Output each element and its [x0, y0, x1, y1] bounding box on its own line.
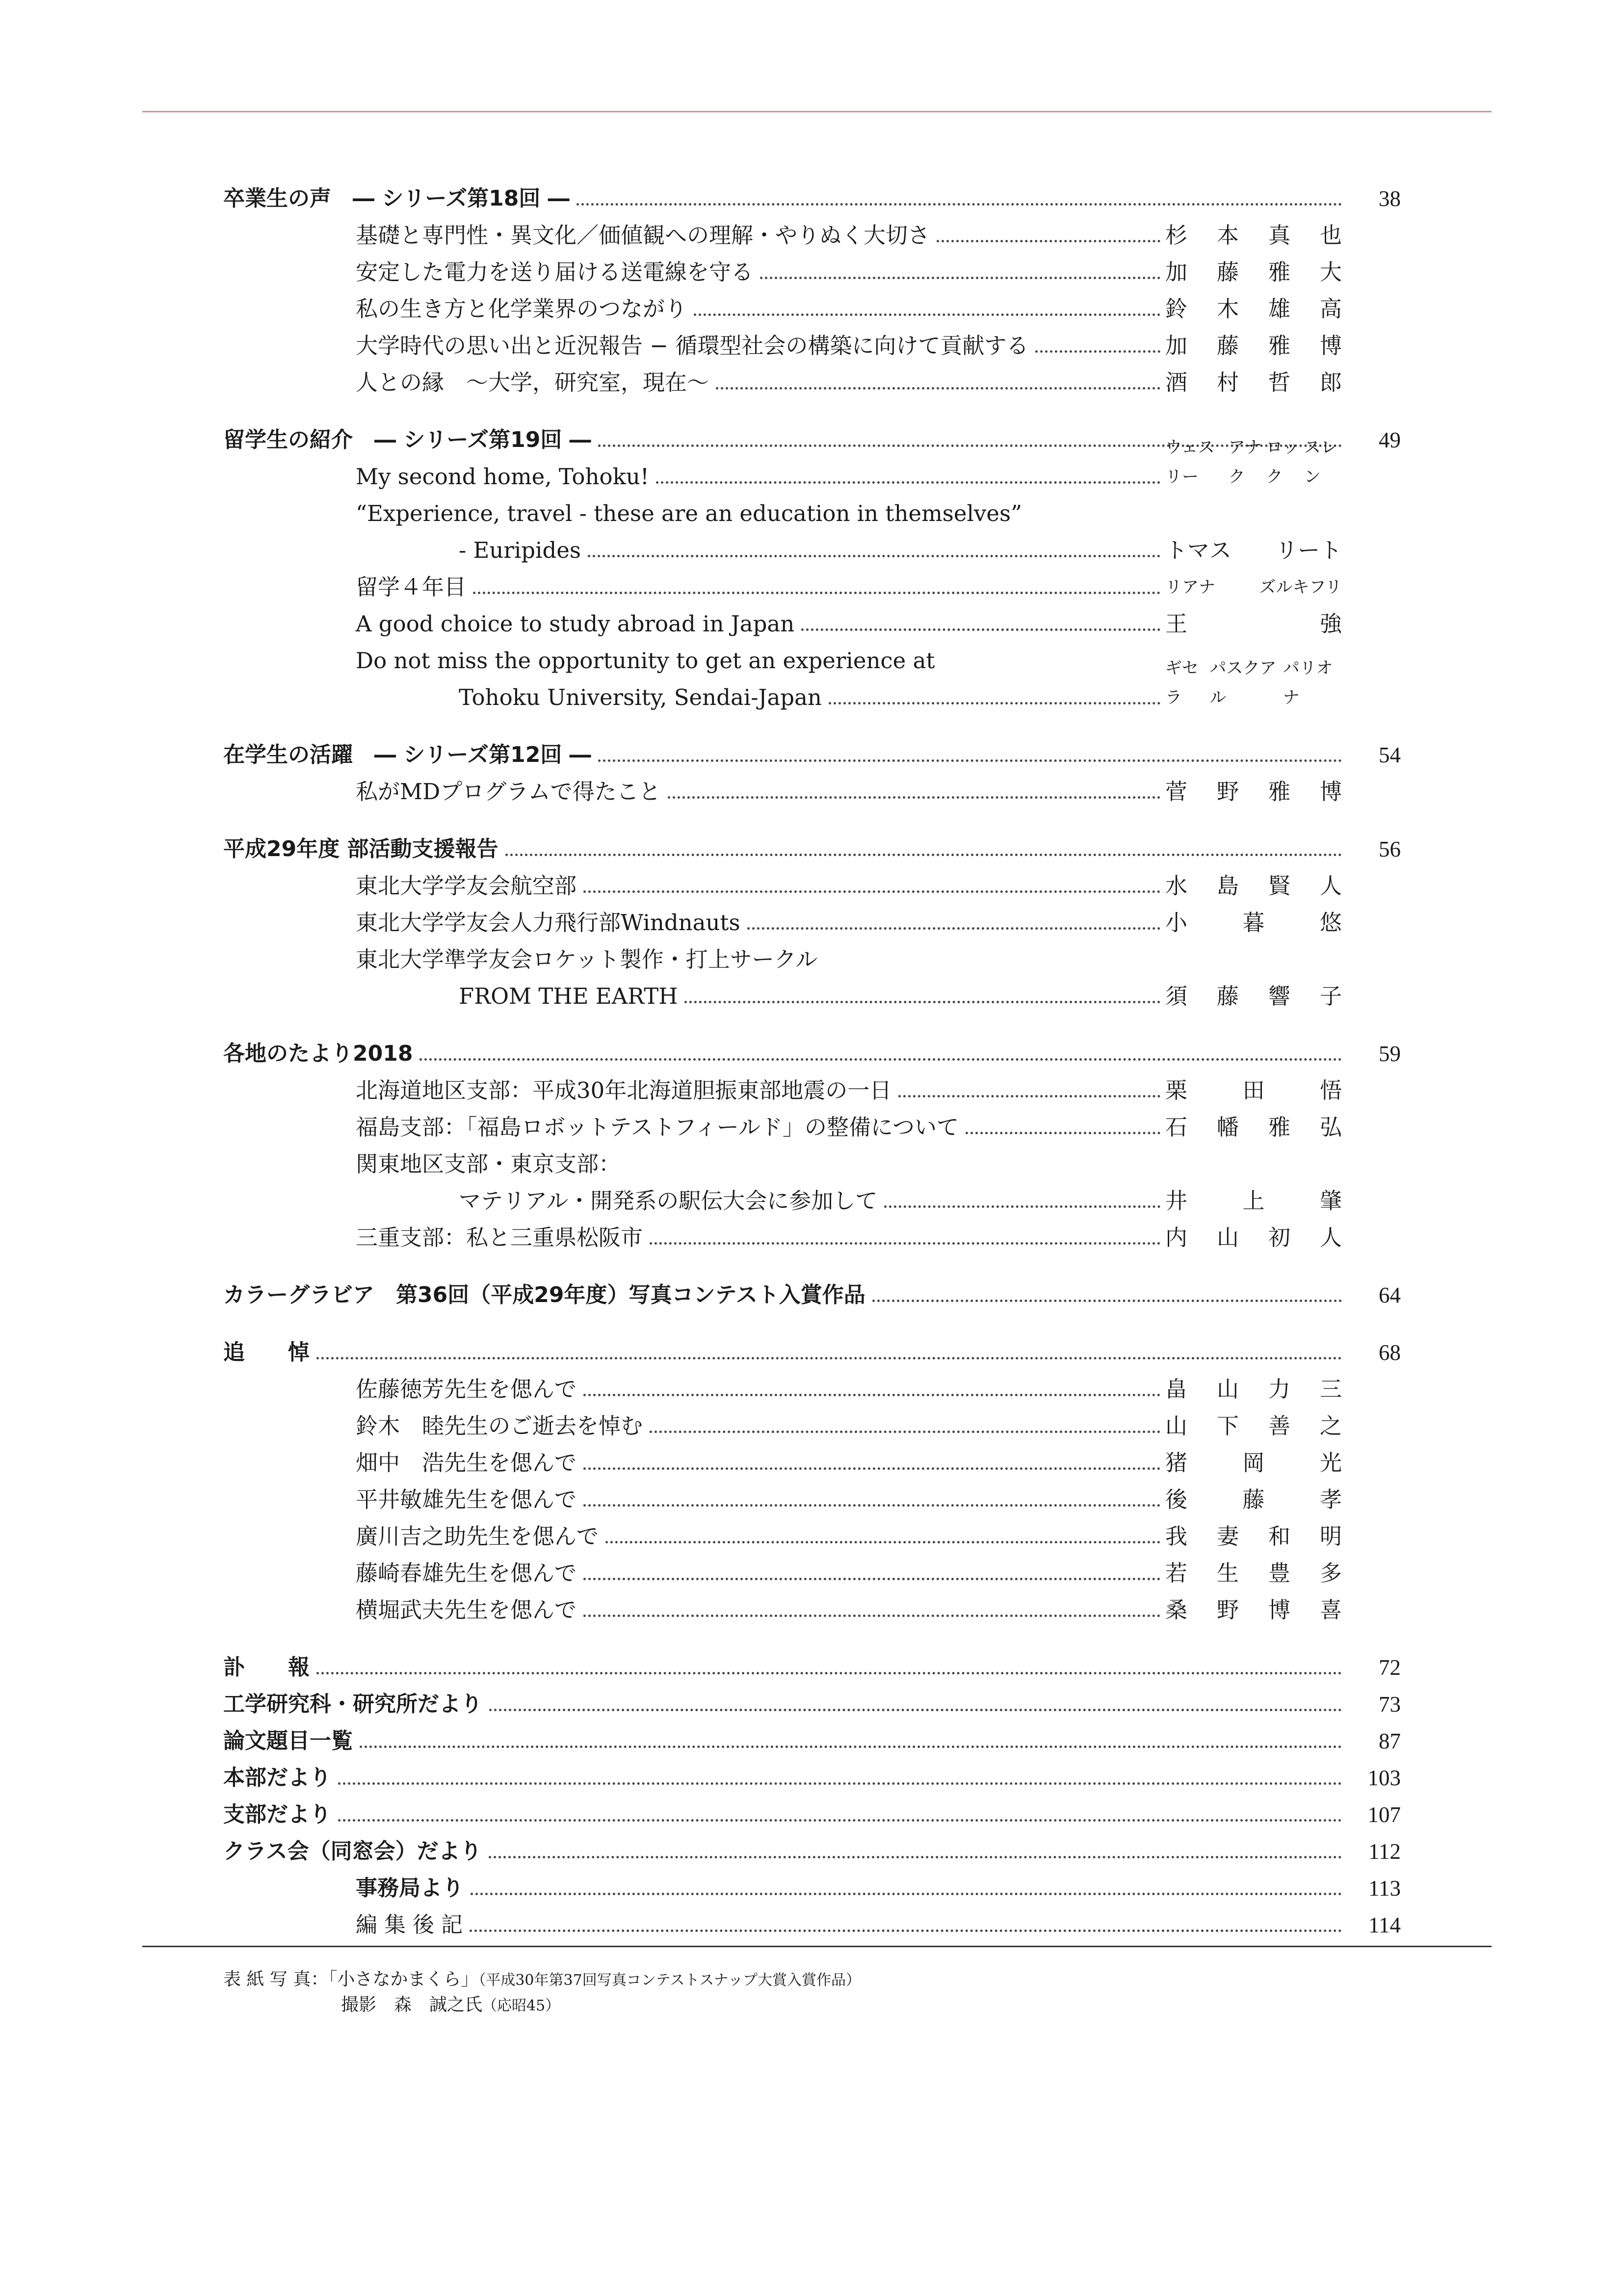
- author-name-part: 須: [1165, 983, 1188, 1009]
- author-name: [1160, 1375, 1342, 1404]
- author-name-part: ギセラ: [1165, 658, 1199, 707]
- author-name-part: 小: [1165, 910, 1188, 936]
- dot-leader: [650, 1242, 1160, 1245]
- misc-entry[interactable]: [223, 1866, 1401, 1903]
- article-entry[interactable]: [223, 1069, 1401, 1105]
- author-name-part: 加: [1165, 333, 1188, 359]
- author-name: [1160, 331, 1342, 361]
- author-name-part: パリオナ: [1283, 658, 1333, 707]
- dot-leader: [598, 759, 1342, 762]
- author-name: [1160, 777, 1342, 807]
- section-heading[interactable]: [223, 733, 1401, 770]
- article-entry[interactable]: [223, 974, 1401, 1011]
- dot-leader: [489, 1709, 1342, 1711]
- author-name-part: 加: [1165, 259, 1188, 285]
- article-title: - Euripides: [459, 536, 588, 565]
- author-name-part: 猪: [1165, 1450, 1188, 1476]
- dot-leader: [338, 1782, 1342, 1785]
- author-name-part: 人: [1319, 873, 1342, 899]
- page-number: 107: [1367, 1802, 1401, 1827]
- author-name-part: ウェスリー: [1165, 438, 1215, 487]
- article-title: 三重支部：私と三重県松阪市: [356, 1223, 650, 1252]
- author-name-part: 哲: [1268, 369, 1290, 395]
- article-entry[interactable]: [223, 1367, 1401, 1404]
- article-title: 人との縁 ～大学，研究室，現在～: [356, 368, 716, 397]
- misc-entry[interactable]: [223, 1719, 1401, 1756]
- author-name-part: 雅: [1268, 259, 1290, 285]
- article-entry[interactable]: [223, 492, 1401, 528]
- author-name-part: 人: [1319, 1225, 1342, 1251]
- article-title: 東北大学学友会人力飛行部Windnauts: [356, 908, 747, 938]
- misc-title: クラス会（同窓会）だより: [223, 1837, 489, 1866]
- author-name-part: スレン: [1304, 438, 1337, 487]
- article-entry[interactable]: [223, 361, 1401, 397]
- author-name: [1160, 982, 1342, 1011]
- author-name-part: 博: [1268, 1597, 1290, 1623]
- author-name-part: 也: [1319, 222, 1342, 248]
- article-entry[interactable]: [223, 1588, 1401, 1625]
- dot-leader: [1035, 350, 1160, 353]
- top-rule: [142, 111, 1492, 112]
- author-name-part: 響: [1268, 983, 1290, 1009]
- author-name-part: 藤: [1216, 983, 1239, 1009]
- article-title: 佐藤徳芳先生を偲んで: [356, 1375, 583, 1404]
- author-name-part: 明: [1319, 1523, 1342, 1549]
- misc-entry[interactable]: [223, 1682, 1401, 1719]
- author-name-part: リート: [1275, 537, 1342, 563]
- author-name-part: 之: [1319, 1413, 1342, 1439]
- author-name-part: 上: [1242, 1188, 1265, 1214]
- section-title: 平成29年度 部活動支援報告: [223, 835, 505, 864]
- author-name-part: 下: [1216, 1413, 1239, 1439]
- article-title: 鈴木 睦先生のご逝去を悼む: [356, 1411, 650, 1441]
- page-number: 59: [1379, 1042, 1401, 1066]
- bottom-rule: [142, 1946, 1492, 1947]
- author-name: [1160, 1076, 1342, 1105]
- author-name: [1160, 1411, 1342, 1441]
- dot-leader: [872, 1300, 1342, 1302]
- article-title: 東北大学学友会航空部: [356, 871, 583, 901]
- article-entry[interactable]: [223, 602, 1401, 639]
- misc-entry[interactable]: [223, 1756, 1401, 1793]
- author-name-part: 島: [1216, 873, 1239, 899]
- section-title: 各地のたより2018: [223, 1039, 419, 1069]
- dot-leader: [605, 1541, 1160, 1543]
- author-name-part: 桑: [1165, 1597, 1188, 1623]
- caption-title: 表 紙 写 真：「小さなかまくら」: [223, 1969, 479, 1989]
- article-title: Do not miss the opportunity to get an experience at: [356, 646, 935, 676]
- author-name-part: 暮: [1242, 910, 1265, 936]
- author-name-part: 善: [1268, 1413, 1290, 1439]
- dot-leader: [316, 1672, 1342, 1674]
- caption-photographer: 撮影 森 誠之氏: [341, 1995, 483, 2015]
- author-name-part: 岡: [1242, 1450, 1265, 1476]
- dot-leader: [747, 927, 1160, 930]
- author-name: [1160, 1522, 1342, 1551]
- article-title: 私の生き方と化学業界のつながり: [356, 294, 694, 324]
- page-number: 112: [1368, 1839, 1401, 1864]
- author-name: [1160, 1559, 1342, 1588]
- article-entry[interactable]: [223, 1404, 1401, 1441]
- author-name: [1160, 1595, 1342, 1625]
- author-name-part: 若: [1165, 1560, 1188, 1586]
- article-title: 畑中 浩先生を偲んで: [356, 1448, 583, 1478]
- dot-leader: [338, 1819, 1342, 1822]
- author-name-part: 弘: [1319, 1114, 1342, 1140]
- author-name-part: 本: [1216, 222, 1239, 248]
- page-number: 49: [1379, 428, 1401, 452]
- dot-leader: [576, 203, 1342, 206]
- author-name-part: 郎: [1319, 369, 1342, 395]
- dot-leader: [668, 796, 1160, 799]
- article-title: 藤崎春雄先生を偲んで: [356, 1559, 583, 1588]
- section-title: 在学生の活躍 ― シリーズ第12回 ―: [223, 740, 598, 770]
- caption-line-2: [223, 1993, 861, 2018]
- article-entry[interactable]: [223, 287, 1401, 324]
- article-title: 東北大学準学友会ロケット製作・打上サークル: [356, 945, 817, 974]
- dot-leader: [656, 481, 1160, 484]
- article-entry[interactable]: [223, 1441, 1401, 1478]
- author-name-part: 田: [1242, 1077, 1265, 1103]
- page-number: 64: [1379, 1283, 1401, 1307]
- article-title: Tohoku University, Sendai-Japan: [459, 683, 829, 712]
- author-name-part: 初: [1268, 1225, 1290, 1251]
- author-name-part: 妻: [1216, 1523, 1239, 1549]
- author-name-part: 野: [1216, 779, 1239, 805]
- author-name-part: 内: [1165, 1225, 1188, 1251]
- section-heading[interactable]: [223, 1032, 1401, 1069]
- author-name-part: 多: [1319, 1560, 1342, 1586]
- author-name-part: パスクアル: [1209, 658, 1277, 707]
- author-name-part: 賢: [1268, 873, 1290, 899]
- author-name-part: 鈴: [1165, 296, 1188, 322]
- article-entry[interactable]: [223, 770, 1401, 807]
- page-number: 38: [1379, 186, 1401, 211]
- dot-leader: [360, 1746, 1342, 1748]
- article-title: 関東地区支部・東京支部：: [356, 1149, 621, 1179]
- article-entry[interactable]: [223, 565, 1401, 602]
- page-number: 113: [1368, 1876, 1401, 1901]
- dot-leader: [316, 1357, 1342, 1359]
- page-number: 72: [1379, 1655, 1401, 1680]
- article-entry[interactable]: [223, 213, 1401, 250]
- author-name-part: 杉: [1165, 222, 1188, 248]
- misc-title: 工学研究科・研究所だより: [223, 1690, 489, 1719]
- author-name-part: 王: [1165, 611, 1188, 637]
- author-name: [1160, 573, 1342, 602]
- author-name: [1160, 221, 1342, 250]
- author-name-part: 悠: [1319, 910, 1342, 936]
- misc-title: 本部だより: [223, 1763, 338, 1793]
- article-entry[interactable]: [223, 1142, 1401, 1179]
- misc-title: 事務局より: [356, 1874, 471, 1903]
- misc-entry[interactable]: [223, 1829, 1401, 1866]
- author-name-part: 雅: [1268, 333, 1290, 359]
- author-name-part: 豊: [1268, 1560, 1290, 1586]
- dot-leader: [583, 1467, 1160, 1470]
- article-entry[interactable]: [223, 938, 1401, 974]
- author-name-part: 幡: [1216, 1114, 1239, 1140]
- article-entry[interactable]: [223, 324, 1401, 361]
- article-entry[interactable]: [223, 1179, 1401, 1216]
- section-heading[interactable]: [223, 177, 1401, 213]
- page-number: 56: [1379, 837, 1401, 861]
- author-name: [1160, 1223, 1342, 1252]
- dot-leader: [583, 1578, 1160, 1580]
- author-name-part: 井: [1165, 1188, 1188, 1214]
- article-title: 廣川吉之助先生を偲んで: [356, 1522, 605, 1551]
- author-name: [1160, 908, 1342, 938]
- article-title: 私がMDプログラムで得たこと: [356, 777, 668, 807]
- author-name-part: トマス: [1165, 537, 1232, 563]
- dot-leader: [966, 1132, 1160, 1134]
- dot-leader: [419, 1058, 1342, 1061]
- dot-leader: [505, 854, 1342, 856]
- author-name-part: 藤: [1216, 259, 1239, 285]
- misc-title: 訃 報: [223, 1653, 316, 1682]
- author-name: [1160, 609, 1342, 639]
- table-of-contents: [223, 177, 1401, 1940]
- author-name: [1160, 1448, 1342, 1478]
- article-title: FROM THE EARTH: [459, 982, 684, 1011]
- author-name-part: 子: [1319, 983, 1342, 1009]
- cover-caption: [223, 1967, 861, 2018]
- caption-note: （平成30年第37回写真コンテストスナップ大賞入賞作品）: [478, 1972, 861, 1989]
- author-name-part: 後: [1165, 1487, 1188, 1513]
- author-name-part: アナク: [1228, 438, 1262, 487]
- author-name-part: 肇: [1319, 1188, 1342, 1214]
- misc-title: 論文題目一覧: [223, 1726, 360, 1756]
- page-number: 114: [1368, 1913, 1401, 1937]
- author-name: [1160, 1113, 1342, 1142]
- dot-leader: [937, 240, 1160, 242]
- article-title: My second home, Tohoku!: [356, 462, 656, 492]
- article-title: 大学時代の思い出と近況報告 − 循環型社会の構築に向けて貢献する: [356, 331, 1035, 361]
- dot-leader: [471, 1893, 1342, 1895]
- author-name-part: 雄: [1268, 296, 1290, 322]
- dot-leader: [583, 1394, 1160, 1396]
- dot-leader: [801, 628, 1160, 631]
- article-entry[interactable]: [223, 528, 1401, 565]
- author-name-part: 孝: [1319, 1487, 1342, 1513]
- author-name-part: 高: [1319, 296, 1342, 322]
- author-name-part: 大: [1319, 259, 1342, 285]
- author-name-part: 力: [1268, 1376, 1290, 1402]
- author-name-part: 石: [1165, 1114, 1188, 1140]
- article-entry[interactable]: [223, 250, 1401, 287]
- author-name: [1160, 536, 1342, 565]
- author-name-part: 喜: [1319, 1597, 1342, 1623]
- author-name: [1160, 1186, 1342, 1216]
- section-title: 留学生の紹介 ― シリーズ第19回 ―: [223, 425, 598, 455]
- author-name-part: 山: [1216, 1225, 1239, 1251]
- article-title: マテリアル・開発系の駅伝大会に参加して: [459, 1186, 884, 1216]
- author-name-part: 藤: [1242, 1487, 1265, 1513]
- section-title: カラーグラビア 第36回（平成29年度）写真コンテスト入賞作品: [223, 1280, 872, 1310]
- article-title: 横堀武夫先生を偲んで: [356, 1595, 583, 1625]
- author-name: [1160, 433, 1342, 492]
- dot-leader: [489, 1856, 1342, 1858]
- page-number: 54: [1379, 743, 1401, 767]
- page-number: 103: [1367, 1766, 1401, 1790]
- author-name-part: 水: [1165, 873, 1188, 899]
- article-entry[interactable]: [223, 901, 1401, 938]
- author-name-part: 真: [1268, 222, 1290, 248]
- dot-leader: [470, 1930, 1342, 1932]
- article-title: 基礎と専門性・異文化／価値観への理解・やりぬく大切さ: [356, 221, 937, 250]
- article-title: 安定した電力を送り届ける送電線を守る: [356, 258, 760, 287]
- article-title: 留学４年目: [356, 573, 473, 602]
- caption-affiliation: （応昭45）: [482, 1997, 560, 2014]
- author-name-part: 三: [1319, 1376, 1342, 1402]
- author-name-part: 栗: [1165, 1077, 1188, 1103]
- author-name-part: 藤: [1216, 333, 1239, 359]
- author-name-part: 雅: [1268, 1114, 1290, 1140]
- section-heading[interactable]: [223, 1273, 1401, 1310]
- author-name: [1160, 294, 1342, 324]
- article-entry[interactable]: [223, 1551, 1401, 1588]
- author-name-part: 光: [1319, 1450, 1342, 1476]
- section-title: 卒業生の声 ― シリーズ第18回 ―: [223, 184, 576, 213]
- author-name-part: 菅: [1165, 779, 1188, 805]
- caption-line-1: [223, 1967, 861, 1993]
- author-name: [1160, 1485, 1342, 1514]
- article-entry[interactable]: [223, 1514, 1401, 1551]
- author-name-part: 我: [1165, 1523, 1188, 1549]
- article-entry[interactable]: [223, 1105, 1401, 1142]
- author-name-part: 和: [1268, 1523, 1290, 1549]
- page-number: 73: [1379, 1692, 1401, 1717]
- dot-leader: [898, 1095, 1160, 1097]
- author-name: [1160, 368, 1342, 397]
- misc-entry[interactable]: [223, 1793, 1401, 1829]
- author-name-part: ロック: [1266, 438, 1299, 487]
- dot-leader: [588, 555, 1160, 557]
- misc-title: 編 集 後 記: [356, 1910, 470, 1940]
- author-name-part: リアナ: [1165, 577, 1215, 597]
- article-title: 平井敏雄先生を偲んで: [356, 1485, 583, 1514]
- author-name-part: 野: [1216, 1597, 1239, 1623]
- author-name: [1160, 871, 1342, 901]
- dot-leader: [583, 890, 1160, 893]
- article-entry[interactable]: [223, 1216, 1401, 1252]
- page-number: 68: [1379, 1340, 1401, 1365]
- dot-leader: [583, 1615, 1160, 1617]
- dot-leader: [684, 1001, 1160, 1003]
- author-name-part: 酒: [1165, 369, 1188, 395]
- article-title: 福島支部：「福島ロボットテストフィールド」の整備について: [356, 1113, 966, 1142]
- section-heading[interactable]: [223, 827, 1401, 864]
- dot-leader: [583, 1504, 1160, 1507]
- dot-leader: [694, 313, 1160, 316]
- misc-entry[interactable]: [223, 1903, 1401, 1940]
- dot-leader: [716, 387, 1160, 390]
- author-name-part: 悟: [1319, 1077, 1342, 1103]
- article-title: A good choice to study abroad in Japan: [356, 609, 801, 639]
- article-title: 北海道地区支部：平成30年北海道胆振東部地震の一日: [356, 1076, 898, 1105]
- author-name-part: 山: [1165, 1413, 1188, 1439]
- author-name: [1160, 653, 1342, 712]
- author-name-part: 生: [1216, 1560, 1239, 1586]
- dot-leader: [473, 592, 1160, 594]
- dot-leader: [760, 277, 1160, 279]
- author-name-part: ズルキフリ: [1259, 577, 1342, 597]
- section-heading[interactable]: [223, 1331, 1401, 1367]
- author-name-part: 畠: [1165, 1376, 1188, 1402]
- author-name-part: 山: [1216, 1376, 1239, 1402]
- article-entry[interactable]: [223, 1478, 1401, 1514]
- author-name-part: 村: [1216, 369, 1239, 395]
- misc-title: 支部だより: [223, 1800, 338, 1829]
- author-name-part: 雅: [1268, 779, 1290, 805]
- misc-entry[interactable]: [223, 1645, 1401, 1682]
- article-title: “Experience, travel - these are an education in themselves”: [356, 499, 1022, 528]
- author-name-part: 博: [1319, 333, 1342, 359]
- author-name-part: 木: [1216, 296, 1239, 322]
- author-name-part: 強: [1319, 611, 1342, 637]
- section-title: 追 悼: [223, 1338, 316, 1367]
- author-name-part: 博: [1319, 779, 1342, 805]
- article-entry[interactable]: [223, 864, 1401, 901]
- dot-leader: [829, 702, 1160, 704]
- author-name: [1160, 258, 1342, 287]
- page-number: 87: [1379, 1729, 1401, 1753]
- dot-leader: [884, 1205, 1160, 1208]
- dot-leader: [650, 1431, 1160, 1433]
